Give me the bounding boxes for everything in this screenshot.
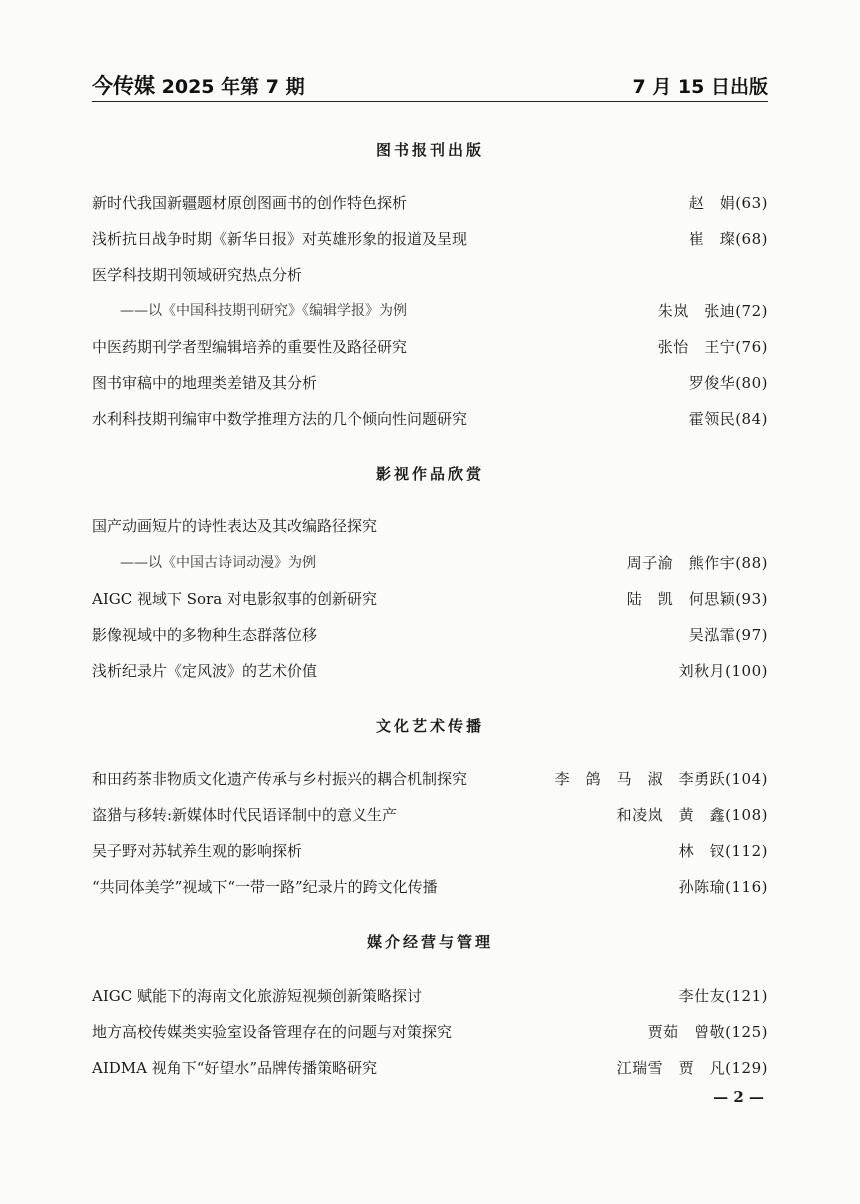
entry-title: 图书审稿中的地理类差错及其分析 [92, 373, 318, 392]
entry-authors: 江瑞雪 贾 凡(129) [616, 1058, 768, 1077]
entry-authors: 罗俊华(80) [688, 373, 768, 392]
toc-entry[interactable] [92, 191, 768, 213]
entry-authors: 张怡 王宁(76) [657, 337, 768, 356]
entry-authors: 赵 娟(63) [688, 193, 768, 212]
section-media-management [92, 932, 768, 1077]
toc-entry[interactable] [92, 984, 768, 1006]
entry-title: 浅析纪录片《定风波》的艺术价值 [92, 661, 318, 680]
entry-authors: 陆 凯 何思颖(93) [626, 589, 768, 608]
toc-entry[interactable] [92, 803, 768, 825]
header-divider [92, 101, 768, 102]
toc-entry[interactable] [92, 659, 768, 681]
section-title: 图书报刊出版 [375, 141, 484, 159]
entry-subtitle: ——以《中国古诗词动漫》为例 [120, 555, 316, 571]
entry-title: AIGC 视域下 Sora 对电影叙事的创新研究 [92, 589, 377, 608]
toc-entry[interactable] [92, 767, 768, 789]
entry-title: 水利科技期刊编审中数学推理方法的几个倾向性问题研究 [92, 409, 468, 428]
entry-title: 浅析抗日战争时期《新华日报》对英雄形象的报道及呈现 [92, 229, 468, 248]
entry-authors: 吴泓霏(97) [688, 625, 768, 644]
entry-title: 新时代我国新疆题材原创图画书的创作特色探析 [92, 193, 408, 212]
entry-title: 国产动画短片的诗性表达及其改编路径探究 [92, 516, 378, 535]
page-header [92, 70, 768, 100]
toc-entry[interactable] [92, 875, 768, 897]
publish-date: 7 月 15 日出版 [632, 76, 768, 98]
entry-subtitle: ——以《中国科技期刊研究》《编辑学报》为例 [120, 303, 407, 319]
entry-title: 盗猎与移转:新媒体时代民语译制中的意义生产 [92, 805, 398, 824]
entry-title: 和田药茶非物质文化遗产传承与乡村振兴的耦合机制探究 [92, 769, 468, 788]
entry-authors: 林 钗(112) [678, 841, 768, 860]
toc-entry[interactable] [92, 227, 768, 249]
toc-entry-subtitle[interactable] [92, 551, 768, 573]
entry-title: AIGC 赋能下的海南文化旅游短视频创新策略探讨 [92, 986, 422, 1005]
journal-name: 今传媒 [92, 74, 155, 98]
entry-title: 医学科技期刊领域研究热点分析 [92, 265, 303, 284]
entry-authors: 贾茹 曾敬(125) [647, 1022, 768, 1041]
entry-authors: 刘秋月(100) [678, 661, 768, 680]
entry-title: 地方高校传媒类实验室设备管理存在的问题与对策探究 [92, 1022, 453, 1041]
toc-entry[interactable] [92, 1056, 768, 1078]
toc-entry[interactable] [92, 263, 768, 285]
section-film-tv-appreciation [92, 464, 768, 680]
entry-title: “共同体美学”视域下“一带一路”纪录片的跨文化传播 [92, 877, 438, 896]
section-title: 文化艺术传播 [375, 717, 484, 735]
entry-title: 影像视域中的多物种生态群落位移 [92, 625, 318, 644]
entry-authors: 朱岚 张迪(72) [657, 301, 768, 320]
entry-authors: 李仕友(121) [678, 986, 768, 1005]
section-title: 影视作品欣赏 [375, 465, 484, 483]
entry-authors: 霍领民(84) [688, 409, 768, 428]
entry-authors: 李 鸽 马 淑 李勇跃(104) [554, 769, 768, 788]
section-culture-art-communication [92, 716, 768, 896]
entry-authors: 崔 璨(68) [688, 229, 768, 248]
section-title: 媒介经营与管理 [366, 933, 493, 951]
entry-title: 中医药期刊学者型编辑培养的重要性及路径研究 [92, 337, 408, 356]
entry-title: 吴子野对苏轼养生观的影响探析 [92, 841, 303, 860]
toc-entry[interactable] [92, 587, 768, 609]
toc-entry[interactable] [92, 407, 768, 429]
entry-authors: 孙陈瑜(116) [678, 877, 768, 896]
entry-title: AIDMA 视角下“好望水”品牌传播策略研究 [92, 1058, 378, 1077]
issue-number: 2025 年第 7 期 [161, 76, 305, 98]
page-number: — 2 — [713, 1088, 764, 1106]
entry-authors: 和凌岚 黄 鑫(108) [616, 805, 768, 824]
toc-entry[interactable] [92, 514, 768, 536]
section-book-periodical-publishing [92, 140, 768, 428]
toc-entry[interactable] [92, 371, 768, 393]
toc-entry[interactable] [92, 335, 768, 357]
journal-issue [92, 70, 305, 100]
toc-entry[interactable] [92, 839, 768, 861]
toc-entry[interactable] [92, 623, 768, 645]
entry-authors: 周子渝 熊作宇(88) [626, 553, 768, 572]
toc-entry-subtitle[interactable] [92, 299, 768, 321]
toc-entry[interactable] [92, 1020, 768, 1042]
